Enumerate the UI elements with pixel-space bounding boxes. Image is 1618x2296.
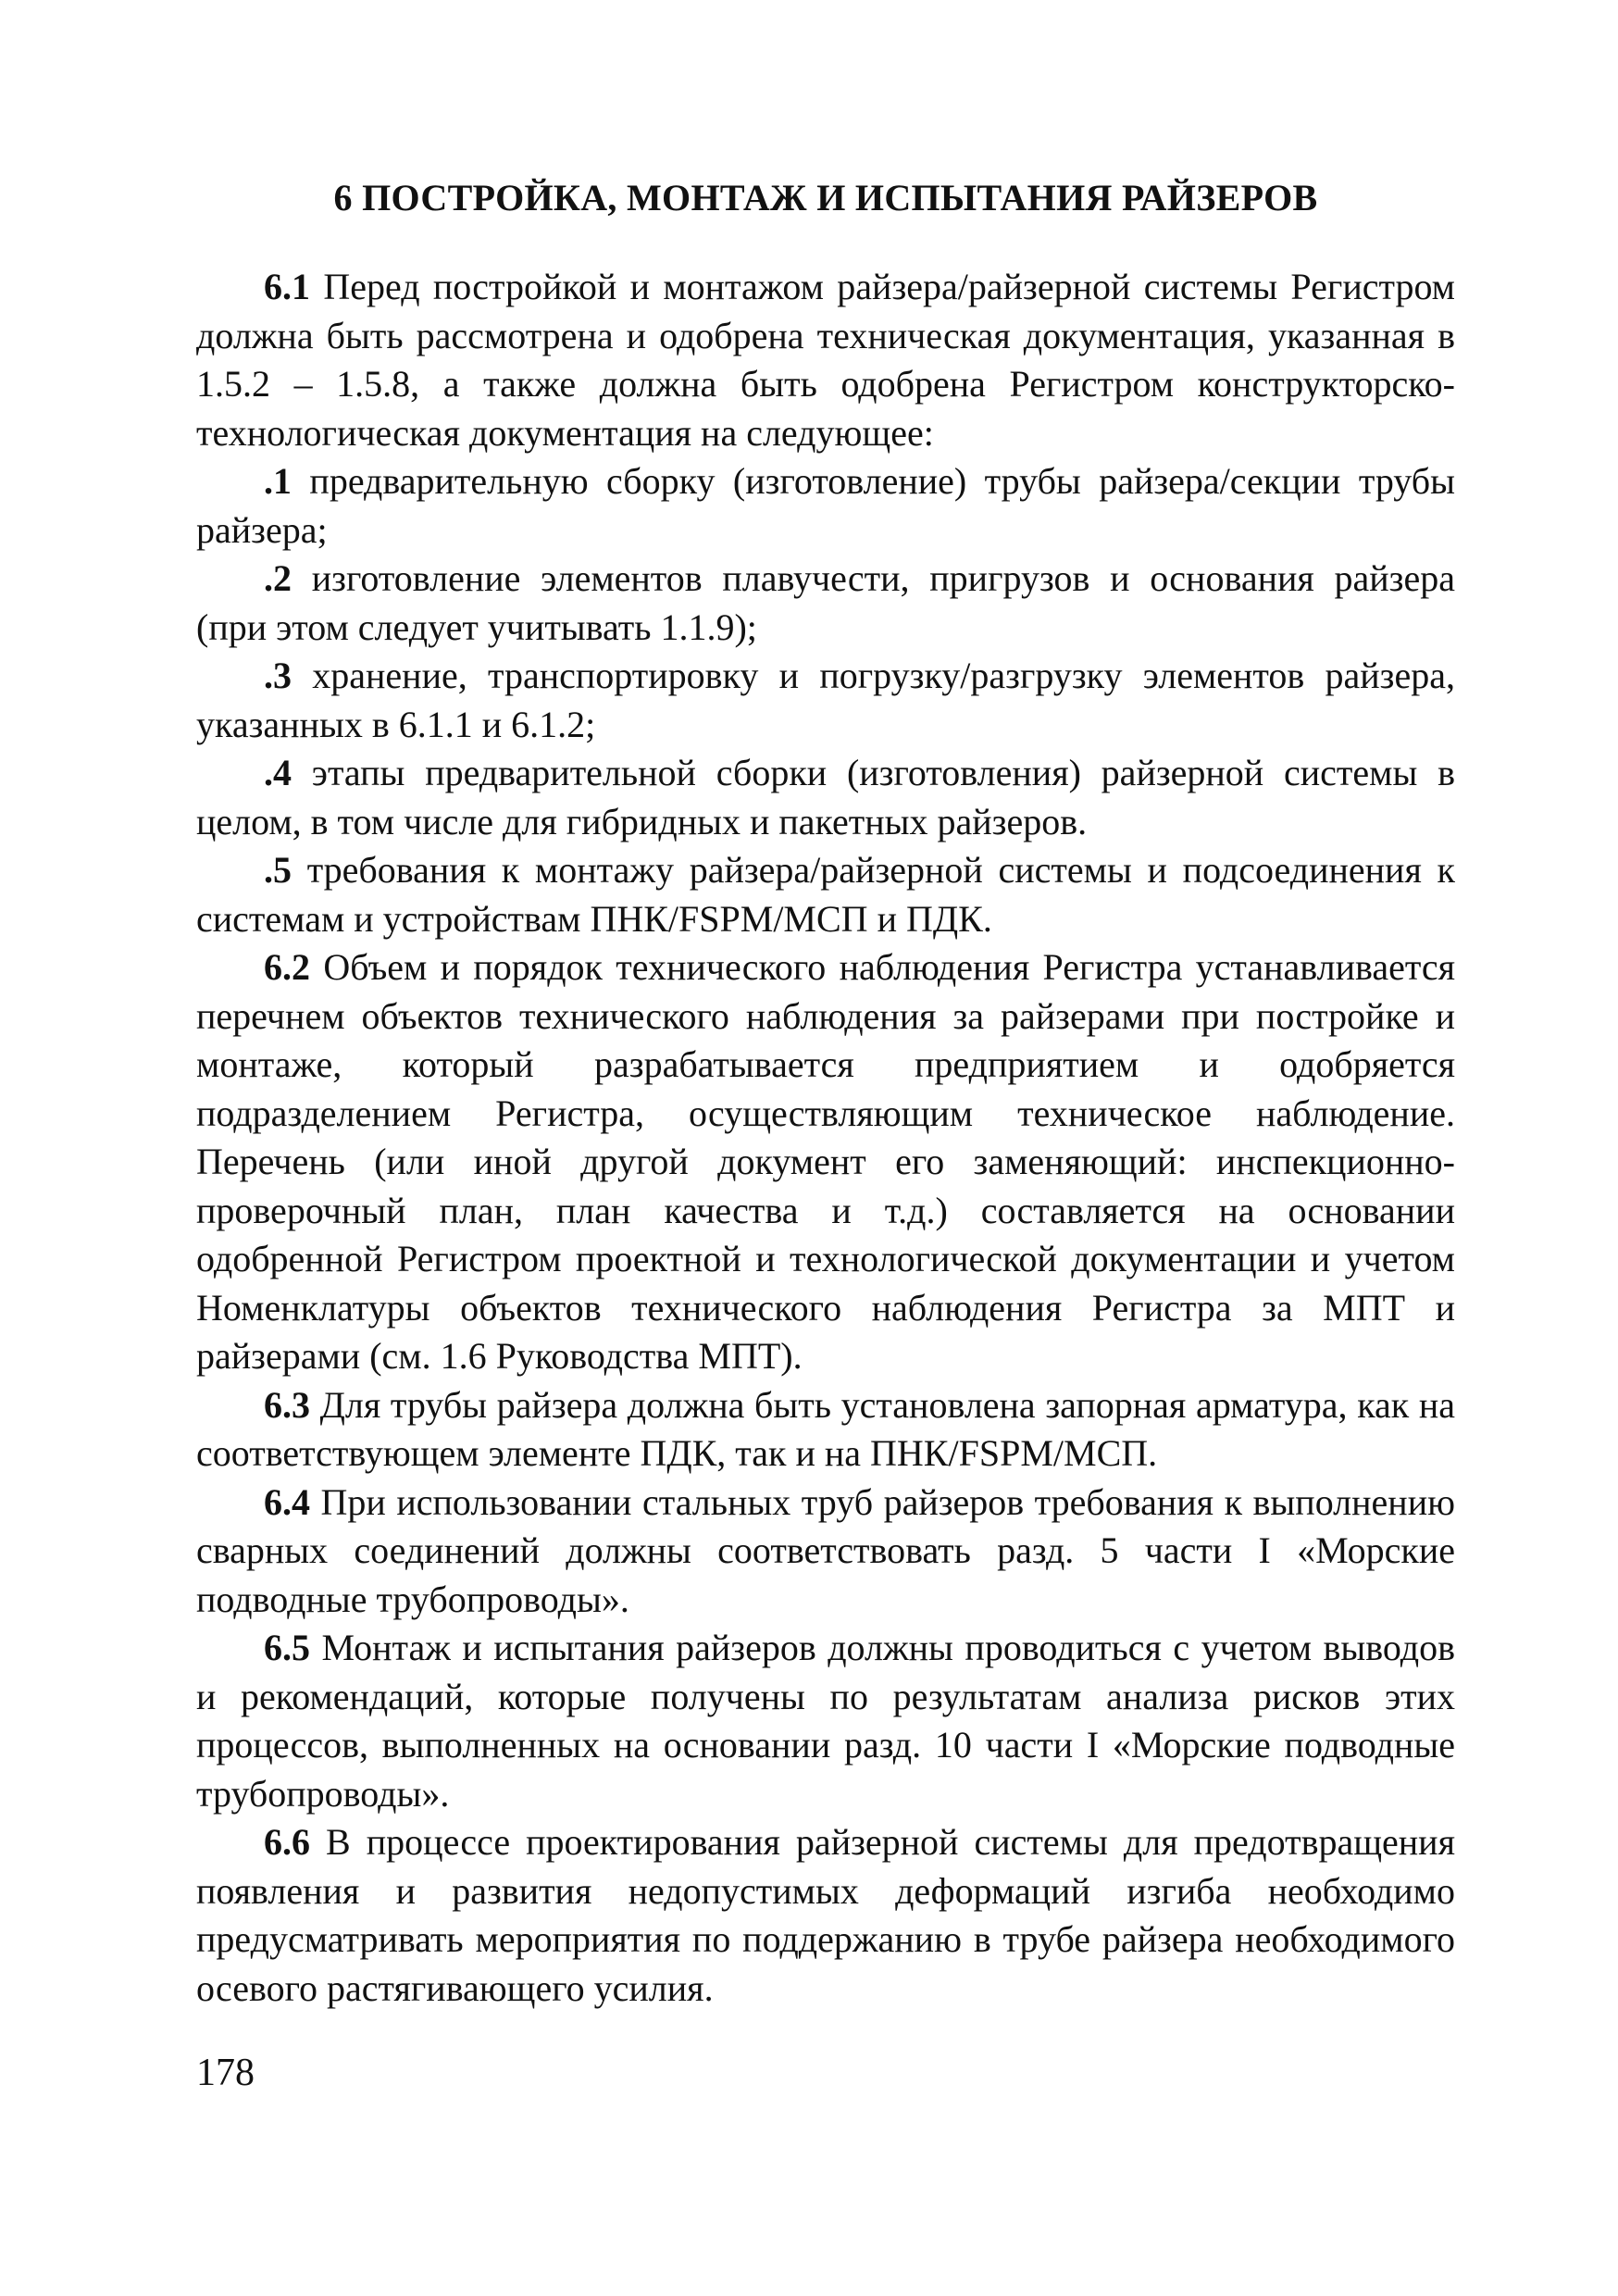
paragraph-number: 6.1 [264, 266, 310, 307]
list-number: .4 [264, 752, 292, 793]
paragraph-number: 6.4 [264, 1480, 310, 1523]
list-number: .3 [264, 655, 292, 696]
list-text: изготовление элементов плавучести, пригрузов и основания райзера (при этом следует учитывать 1.1.9); [196, 557, 1455, 648]
list-text: этапы предварительной сборки (изготовления) райзерной системы в целом, в том числе для гибридных и пакетных райзеров. [196, 752, 1455, 842]
paragraph-6-3 [196, 1381, 1455, 1479]
page-body [196, 176, 1455, 2013]
list-text: требования к монтажу райзера/райзерной системы и подсоединения к системам и устройствам ПНК/FSPM/МСП и ПДК. [196, 849, 1455, 940]
paragraph-text: Для трубы райзера должна быть установлена запорная арматура, как на соответствующем элементе ПДК, так и на ПНК/FSPM/МСП. [196, 1383, 1455, 1474]
section-title: 6 ПОСТРОЙКА, МОНТАЖ И ИСПЫТАНИЯ РАЙЗЕРОВ [333, 177, 1318, 218]
paragraph-text: Объем и порядок технического наблюдения Регистра устанавливается перечнем объектов технического наблюдения за райзерами при постройке и монтаже, который разрабатывается предприятием и одобряется подразделением Регистра, осуществляющим техническое наблюдение. Перечень (или иной другой документ его заменяющий: инспекционно-проверочный план, план качества и т.д.) составляется на основании одобренной Регистром проектной и технологической документации и учетом Номенклатуры объектов технического наблюдения Регистра за МПТ и райзерами (см. 1.6 Руководства МПТ). [196, 946, 1455, 1377]
paragraph-6-1 [196, 263, 1455, 457]
list-text: хранение, транспортировку и погрузку/разгрузку элементов райзера, указанных в 6.1.1 и 6.1.2; [196, 655, 1455, 745]
paragraph-6-6 [196, 1818, 1455, 2013]
list-item-2 [196, 555, 1455, 652]
paragraph-text: Перед постройкой и монтажом райзера/райзерной системы Регистром должна быть рассмотрена и одобрена техническая документация, указанная в 1.5.2 – 1.5.8, а также должна быть одобрена Регистром конструкторско-технологическая документация на следующее: [196, 266, 1455, 454]
list-number: .1 [264, 460, 292, 502]
list-item-3 [196, 652, 1455, 749]
page-number: 178 [196, 2052, 255, 2094]
paragraph-text: Монтаж и испытания райзеров должны проводиться с учетом выводов и рекомендаций, которые получены по результатам анализа рисков этих процессов, выполненных на основании разд. 10 части I «Морские подводные трубопроводы». [196, 1627, 1455, 1815]
paragraph-6-4 [196, 1479, 1455, 1625]
paragraph-text: При использовании стальных труб райзеров требования к выполнению сварных соединений должны соответствовать разд. 5 части I «Морские подводные трубопроводы». [196, 1480, 1455, 1620]
list-item-5 [196, 846, 1455, 943]
list-number: .2 [264, 557, 292, 599]
list-text: предварительную сборку (изготовление) трубы райзера/секции трубы райзера; [196, 460, 1455, 551]
paragraph-number: 6.6 [264, 1821, 310, 1863]
paragraph-6-5 [196, 1624, 1455, 1818]
paragraph-number: 6.2 [264, 946, 310, 988]
paragraph-number: 6.5 [264, 1627, 310, 1668]
list-number: .5 [264, 849, 292, 891]
paragraph-6-2 [196, 943, 1455, 1381]
paragraph-text: В процессе проектирования райзерной системы для предотвращения появления и развития недопустимых деформаций изгиба необходимо предусматривать мероприятия по поддержанию в трубе райзера необходимого осевого растягивающего усилия. [196, 1821, 1455, 2009]
list-item-1 [196, 457, 1455, 555]
paragraph-number: 6.3 [264, 1383, 310, 1426]
list-item-4 [196, 749, 1455, 846]
